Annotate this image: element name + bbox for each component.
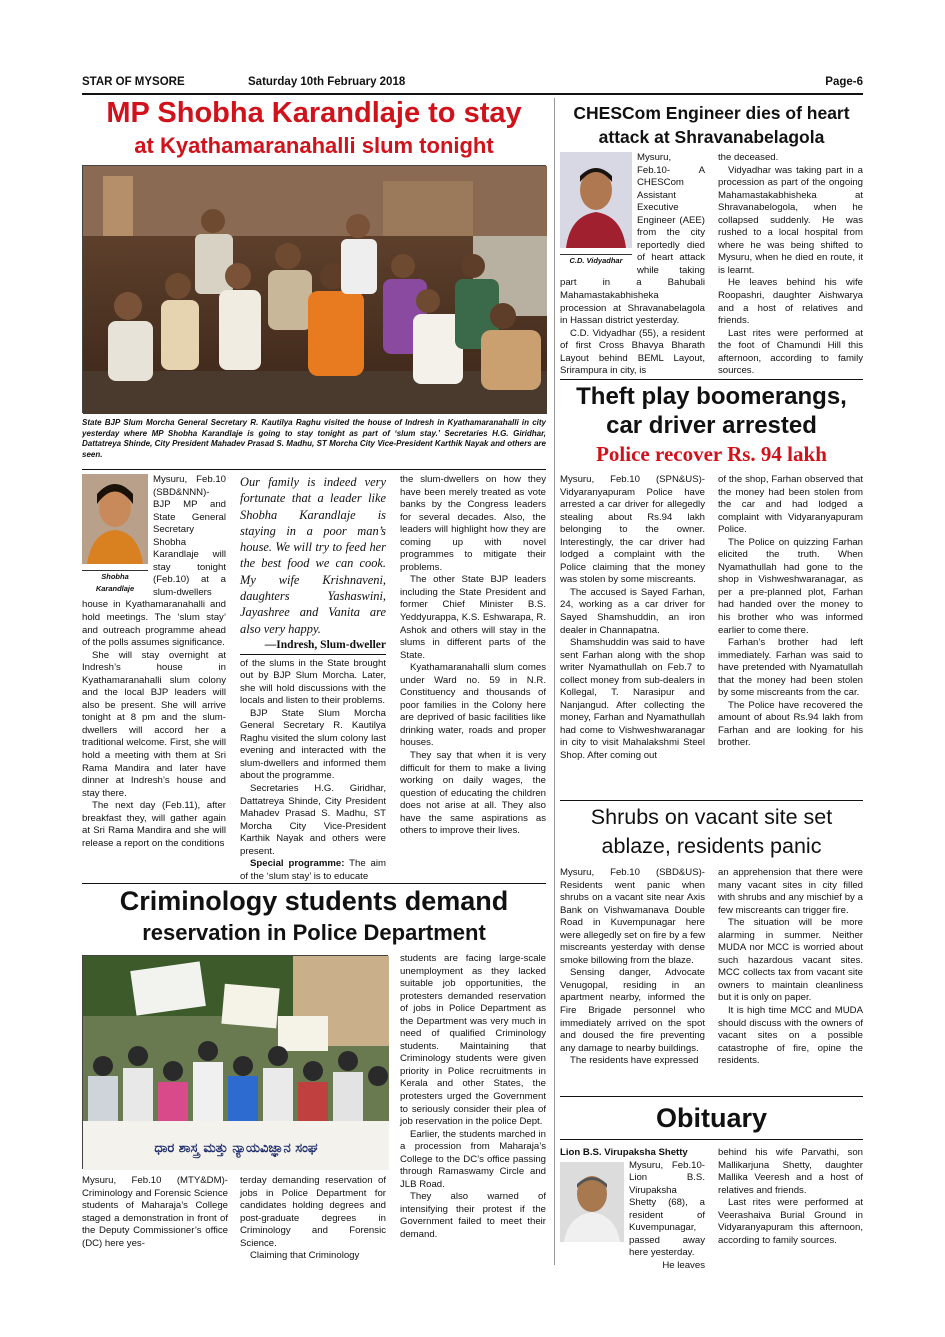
vertical-divider — [554, 98, 555, 1265]
chescom-bottom-rule — [560, 379, 863, 380]
crim-banner-text: ಧಾರ ಶಾಸ್ತ್ರ ಮತ್ತು ನ್ಯಾಯವಿಜ್ಞಾನ ಸಂಘ — [154, 1141, 318, 1156]
theft-col2-para: Farhan’s brother had left immediately. Farhan was said to have pretended with Nyamatullah that the money had been stolen by some miscreants from the car. — [718, 637, 863, 699]
theft-col-2 — [718, 474, 863, 798]
shrubs-col-1 — [560, 867, 705, 1093]
page-number: Page-6 — [825, 76, 863, 88]
theft-col2-para: The Police on quizzing Farhan elicited the truth. When Nyamathullah had gone to the shop in Vishweshwaranagar, as per a pre-planned plot, Farhan had handed over the money to his brother who was informed earlier to come there. — [718, 536, 863, 636]
vidyadhar-caption: C.D. Vidyadhar — [560, 254, 632, 268]
lead-col2-para: BJP State Slum Morcha General Secretary R. Kautilya Raghu visited the slum colony last evening and interacted with the slum-dwellers and informed them about the programme. — [240, 707, 386, 782]
shrubs-col1-para: The residents have expressed — [570, 1055, 699, 1067]
shrubs-col2-para: It is high time MCC and MUDA should discuss with the owners of vacant sites on a possible catastrophe of fire, opine the residents. — [718, 1005, 863, 1067]
lead-col3-para: They say that when it is very difficult for them to make a living working on daily wages, the question of educating the children does not arise at all. They also have the same aspirations as others to improve their lives. — [400, 750, 546, 837]
lead-bottom-rule — [82, 883, 546, 884]
vidyadhar-portrait — [560, 152, 632, 248]
crim-col1-para: Mysuru, Feb.10 (MTY&DM)- Criminology and Forensic Science students of Maharaja’s College staged a demonstration in front of the Deputy Commissioner’s office (DC) here yes- — [82, 1175, 228, 1249]
crim-photo — [82, 955, 388, 1169]
shrubs-col1-para: Mysuru, Feb.10 (SBD&US)- Residents went panic when shrubs on a vacant site near Axis Bank on Vishwamanava Double Road in Kuvempunagar here were allegedly set on fire by a few miscreants yesterday with dense smoke billowing from the blaze. — [560, 867, 705, 966]
crim-col2-para: Claiming that Criminology — [250, 1250, 360, 1262]
lead-col2-para: of the slums in the State brought out by BJP Slum Morcha. Later, she will hold discussions with the locals and listen to their problems. — [240, 657, 386, 707]
theft-bottom-rule — [560, 800, 863, 801]
obit-col1-para: Mysuru, Feb.10- Lion B.S. Virupaksha Shetty (68), a resident of Kuvempunagar, passed away here yesterday. — [629, 1159, 705, 1259]
shrubs-col2-para: an apprehension that there were many vacant sites in city filled with shrubs and any mischief by a few miscreants can trigger fire. — [718, 867, 863, 916]
lead-col-2 — [240, 474, 386, 882]
chescom-col2-para: Last rites were performed at the foot of Chamundi Hill this afternoon, according to family sources. — [718, 327, 863, 377]
crim-col3-para: students are facing large-scale unemployment as they lacked suitable job opportunities, the protesters demanded reservation of jobs in Police Department as the Department was very much in need of qualified Criminology students. Maintaining that Criminology students were given priority in Police recruitments in Kerala and other States, the protesters urged the Government to seriously consider their plea of job reservation in the police Dept. — [400, 953, 546, 1128]
lead-col-1 — [82, 474, 226, 882]
shobha-thumbnail — [82, 474, 148, 596]
shrubs-headline-2: ablaze, residents panic — [601, 834, 822, 858]
obit-col2-para: Last rites were performed at Veerashaiva Burial Ground in Vidyaranyapuram this afternoon, according to family sources. — [718, 1197, 863, 1246]
indresh-quote: Our family is indeed very fortunate that a leader like Shobha Karandlaje is staying in a poor man’s house. We will try to feed her the best food we can cook. My wife Krishnaveni, daughters Yashaswini, Jayashree and Vanita are also very happy. — [240, 475, 386, 636]
theft-col1-para: Mysuru, Feb.10 (SPN&US)- Vidyaranyapuram Police have arrested a car driver for allegedly stealing about Rs.94 lakh belonging to the owner. Interestingly, the car driver had lodged a complaint with the Police claiming that the money was stolen by some miscreants. — [560, 474, 705, 586]
lead-headline-1: MP Shobha Karandlaje to stay — [106, 97, 522, 129]
lead-headline-2: at Kyathamaranahalli slum tonight — [134, 133, 494, 158]
paper-name: STAR OF MYSORE — [82, 76, 185, 88]
theft-headline-1: Theft play boomerangs, — [576, 383, 847, 410]
lead-caption-rule — [82, 469, 546, 470]
theft-subheadline: Police recover Rs. 94 lakh — [596, 442, 827, 466]
shrubs-col-2 — [718, 867, 863, 1093]
shobha-portrait — [82, 474, 148, 564]
masthead-rule — [82, 93, 863, 95]
obituary-rule — [560, 1139, 863, 1140]
chescom-col1-para: C.D. Vidyadhar (55), a resident of first Cross Bhavya Bharath Layout behind BEML Layout, Srirampura in city, is — [560, 327, 705, 377]
obit-col1-para: He leaves — [662, 1259, 705, 1271]
chescom-col2-para: the deceased. — [718, 152, 779, 163]
lead-col-3 — [400, 474, 546, 882]
shetty-portrait — [560, 1162, 624, 1242]
crim-col2-para: terday demanding reservation of jobs in Police Department for candidates holding degrees and post-graduate degrees in Criminology and Forensic Science. — [240, 1175, 386, 1249]
lead-photo — [82, 165, 546, 413]
theft-col1-para: Shamshuddin was said to have sent Farhan along with the shop writer Nyamathullah on Feb.7 to collect money from sub-dealers in Kollegal, T. Narasipur and Nanjangud. After collecting the money, Farhan and Nyamathullah had come to Vishweshwaranagar in city to visit Mahalakshmi Steel Shop. After coming out — [560, 637, 705, 762]
crim-headline-2: reservation in Police Department — [142, 920, 486, 945]
lead-col1-para: The next day (Feb.11), after breakfast they, will gather again at Sri Rama Mandira and she will release a report on the conditions — [82, 800, 226, 849]
obit-col2-para: behind his wife Parvathi, son Mallikarjuna Shetty, daughter Mallika Veeresh and a host of relatives and friends. — [718, 1147, 863, 1196]
shrubs-col2-para: The situation will be more alarming in summer. Neither MUDA nor MCC is worried about such hazardous vacant sites. MCC collects tax from vacant site owners to maintain cleanliness but it is only on paper. — [718, 917, 863, 1004]
lead-col3-para: Kyathamaranahalli slum comes under Ward no. 59 in N.R. Constituency and thousands of poor families in the Colony here are deprived of basic facilities like drinking water, roads and proper houses. — [400, 662, 546, 749]
shobha-caption: Shobha Karandlaje — [82, 570, 148, 596]
chescom-col2-para: He leaves behind his wife Roopashri, daughter Aishwarya and a host of relatives and friends. — [718, 277, 863, 327]
obituary-headline: Obituary — [655, 1103, 768, 1133]
quote-attribution: —Indresh, Slum-dweller — [264, 638, 386, 651]
shrubs-col1-para: Sensing danger, Advocate Venugopal, residing in an apartment nearby, informed the Fire Brigade personnel who immediately arrived on the spot and doused the fire preventing any damage to nearby buildings. — [560, 967, 705, 1054]
theft-col2-para: of the shop, Farhan observed that the money had been stolen from the car and had lodged a complaint with Vidyaranyapuram Police. — [718, 474, 863, 536]
shrubs-bottom-rule — [560, 1096, 863, 1097]
lead-col1-para: She will stay overnight at Indresh’s house in Kyathamaranahalli slum colony and the local BJP leaders will also be present. She will arrive tonight at 8 pm and the slum-dwellers will accord her a traditional welcome. First, she will hold a meeting with them at Sri Rama Mandira and later have dinner at Indresh’s house and stay there. — [82, 649, 226, 799]
vidyadhar-thumbnail — [560, 152, 632, 267]
subhead-special-programme: Special programme: — [250, 858, 345, 870]
lead-col2-para: Secretaries H.G. Giridhar, Dattatreya Shinde, City President Mahadev Prasad S. Madhu, ST Morcha City Vice-President Karthik Nayak and others were present. — [240, 782, 386, 857]
chescom-col-1 — [560, 152, 705, 377]
chescom-col2-para: Vidyadhar was taking part in a procession as part of the ongoing Mahamastakabhisheka at Shravanabelogola, when he collapsed suddenly. He was rushed to a local hospital from where he was being shifted to Mysuru, when he died en route, it is learnt. — [718, 164, 863, 276]
issue-date: Saturday 10th February 2018 — [248, 76, 406, 88]
theft-col1-para: The accused is Sayed Farhan, 24, working as a car driver for Sayed Shamshuddin, an iron dealer in Channapatna. — [560, 586, 705, 636]
crim-col3-para: Earlier, the students marched in a procession from Maharaja’s College to the DC’s office passing through Ramaswamy Circle and JLB Road. — [400, 1128, 546, 1190]
lead-col1-para: Mysuru, Feb.10 (SBD&NNN)- BJP MP and State General Secretary Shobha Karandlaje will stay tonight (Feb.10) at a slum-dwellers house in Kyathamaranahalli and hold meetings. The ‘slum stay’ and outreach programme ahead of the polls assumes significance. — [82, 474, 226, 649]
lead-col3-para: The other State BJP leaders including the State President and former Chief Minister B.S. Yeddyurappa, K.S. Eshwarapa, R. Ashok and others will stay in the slums in different parts of the State. — [400, 574, 546, 661]
chescom-col1-para: Mysuru, Feb.10- A CHESCom Assistant Executive Engineer (AEE) from the city reportedly died of heart attack while taking part in a Bahubali Mahamastakabhisheka procession at Shravanabelagola in Hassan district yesterday. — [560, 152, 705, 327]
lead-col3-para: the slum-dwellers on how they have been merely treated as vote banks by the Congress leaders for several decades. Also, the leaders will highlight how they are coming up with novel programmes to mitigate their problems. — [400, 474, 546, 573]
obit-col-1 — [560, 1147, 705, 1271]
shetty-thumbnail — [560, 1162, 624, 1247]
crim-col-1 — [82, 1175, 228, 1265]
chescom-headline-2: attack at Shravanabelagola — [598, 127, 825, 147]
lead-photo-illustration — [83, 166, 547, 414]
crim-col-3 — [400, 953, 546, 1265]
chescom-col-2 — [718, 152, 863, 377]
crim-headline-1: Criminology students demand — [119, 886, 509, 916]
masthead — [82, 76, 863, 92]
theft-headline-2: car driver arrested — [606, 412, 817, 439]
shrubs-headline-1: Shrubs on vacant site set — [590, 805, 833, 829]
crim-col-2 — [240, 1175, 386, 1265]
obit-col-2 — [718, 1147, 863, 1265]
chescom-headline-1: CHESCom Engineer dies of heart — [573, 103, 850, 123]
crim-col3-para: They also warned of intensifying their protest if the Government failed to meet their demand. — [400, 1191, 546, 1241]
lead-photo-caption: State BJP Slum Morcha General Secretary R. Kautilya Raghu visited the house of Indresh in Kyathamaranahalli in city yesterday where MP Shobha Karandlaje is going to stay tonight as part of ‘slum stay.’ Secretaries H.G. Giridhar, Dattatreya Shinde, City President Mahadev Prasad S. Madhu, ST Morcha City Vice-President Karthik Nayak and others are seen. — [82, 418, 546, 459]
crim-photo-illustration — [83, 956, 389, 1170]
theft-col-1 — [560, 474, 705, 798]
obit-person-name: Lion B.S. Virupaksha Shetty — [560, 1147, 688, 1158]
theft-col2-para: The Police have recovered the amount of about Rs.94 lakh from Farhan and are looking for his brother. — [718, 699, 863, 749]
lead-col2-subtext: The aim of the ‘slum stay’ is to educate — [240, 858, 386, 882]
